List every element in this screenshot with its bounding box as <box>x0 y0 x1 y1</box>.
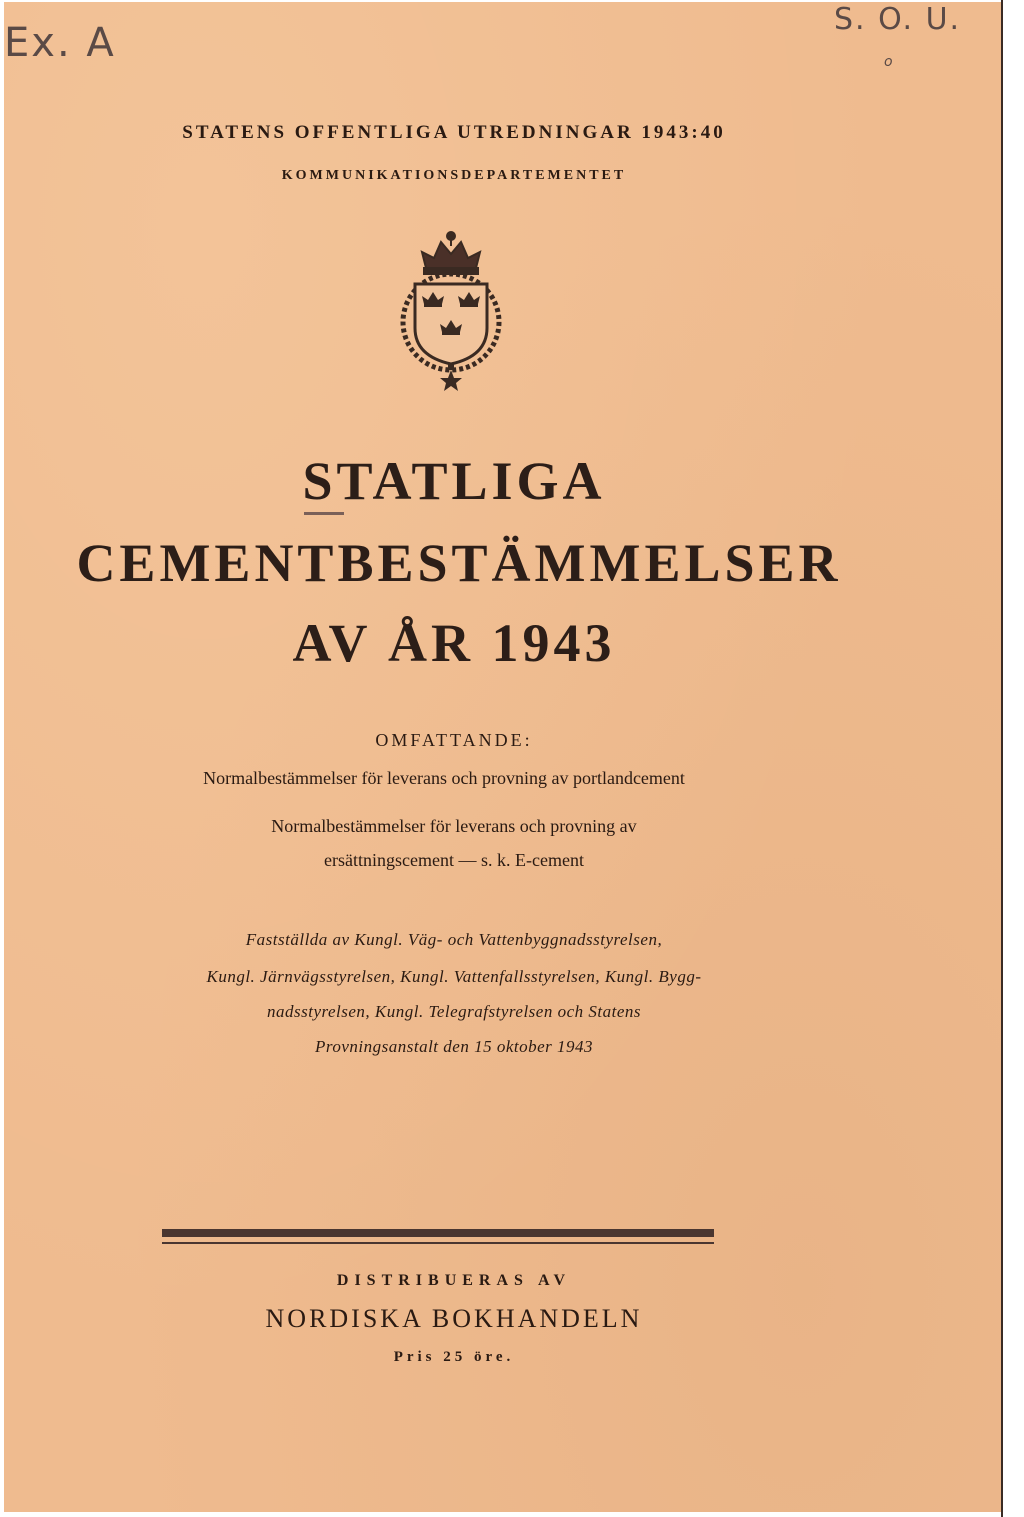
document-cover <box>4 2 1002 1512</box>
title-line-2: CEMENTBESTÄMMELSER <box>76 533 842 593</box>
series-heading: STATENS OFFENTLIGA UTREDNINGAR 1943:40 <box>182 122 726 143</box>
page-edge-line <box>1001 0 1003 1517</box>
handwritten-series-mark: S. O. U. <box>834 2 962 37</box>
contents-heading: OMFATTANDE: <box>375 730 533 750</box>
divider-thick <box>162 1229 714 1237</box>
title-line-1: STATLIGA <box>302 451 606 511</box>
handwritten-exhibit-mark: Ex. A <box>4 20 116 66</box>
approval-line-3: nadsstyrelsen, Kungl. Telegrafstyrelsen och Statens <box>267 1002 641 1021</box>
department-heading: KOMMUNIKATIONSDEPARTEMENTET <box>281 168 627 183</box>
publisher-name: NORDISKA BOKHANDELN <box>265 1304 643 1333</box>
title-underline-mark <box>304 512 344 515</box>
price-label: Pris 25 öre. <box>393 1349 515 1365</box>
title-line-3: AV ÅR 1943 <box>292 613 616 673</box>
contents-item-ecement-line1: Normalbestämmelser för leverans och provning av <box>271 816 637 836</box>
handwritten-mark-small: o <box>884 54 895 70</box>
approval-line-1: Fastställda av Kungl. Väg- och Vattenbyggnadsstyrelsen, <box>245 930 663 949</box>
contents-item-ecement-line2: ersättningscement — s. k. E-cement <box>324 850 584 870</box>
crest-graphic <box>392 224 510 392</box>
royal-crest-icon <box>392 224 510 392</box>
contents-item-portland: Normalbestämmelser för leverans och provning av portlandcement <box>203 768 685 788</box>
approval-line-4: Provningsanstalt den 15 oktober 1943 <box>314 1037 593 1056</box>
divider-thin <box>162 1242 714 1244</box>
distribution-label: DISTRIBUERAS AV <box>336 1272 572 1289</box>
approval-line-2: Kungl. Järnvägsstyrelsen, Kungl. Vattenfallsstyrelsen, Kungl. Bygg- <box>206 967 702 986</box>
